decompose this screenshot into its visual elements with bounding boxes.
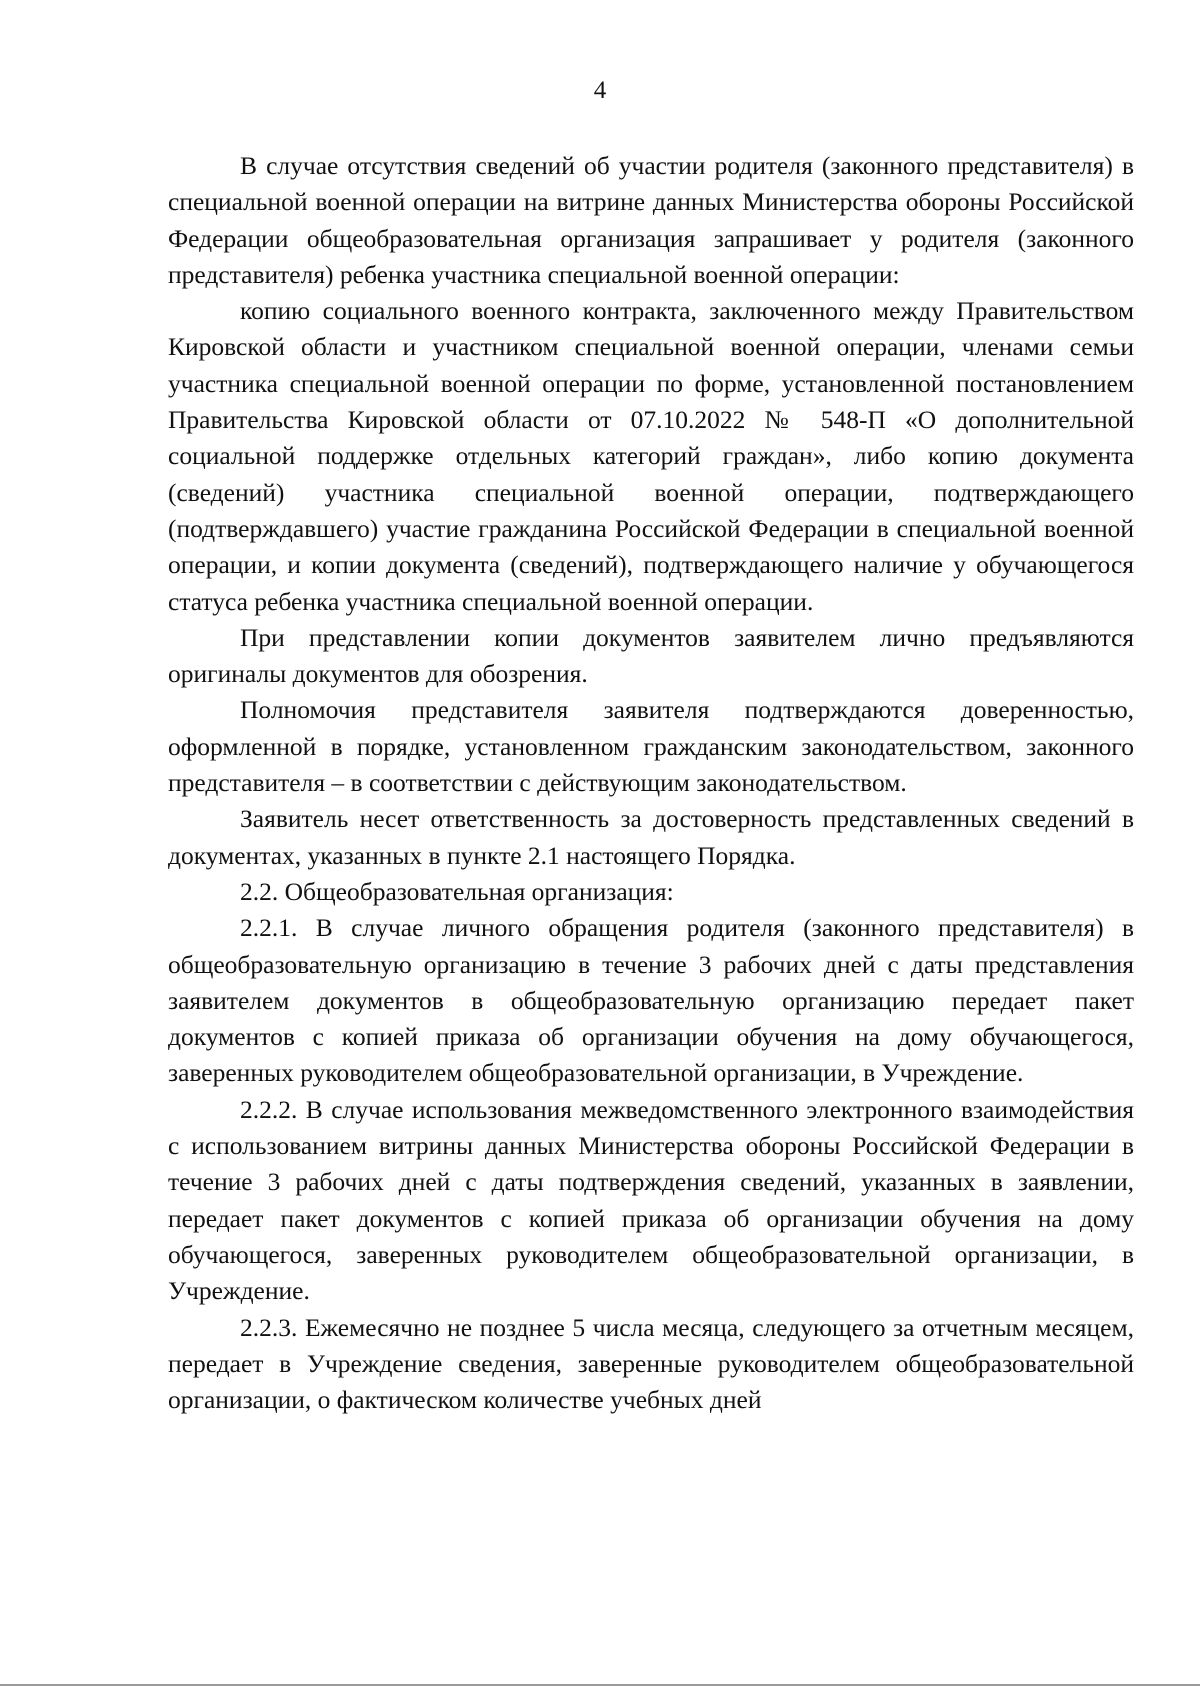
paragraph-representative-authority: Полномочия представителя заявителя подтверждаются доверенностью, оформленной в порядке, установленном гражданским законодательством, законного представителя – в соответствии с действующим законодательством.	[168, 695, 1134, 798]
paragraph-originals: При представлении копии документов заявителем лично предъявляются оригиналы документов для обозрения.	[168, 622, 1134, 689]
paragraph-section-2-2-2: 2.2.2. В случае использования межведомственного электронного взаимодействия с использованием витрины данных Министерства обороны Российской Федерации в течение 3 рабочих дней с даты подтверждения сведений, указанных в заявлении, передает пакет документов с копией приказа об организации обучения на дому обучающегося, заверенных руководителем общеобразовательной организации, в Учреждение.	[168, 1094, 1134, 1306]
paragraph-section-2-2-3: 2.2.3. Ежемесячно не позднее 5 числа месяца, следующего за отчетным месяцем, передает в Учреждение сведения, заверенные руководителем общеобразовательной организации, о фактическом количестве учебных дней	[168, 1312, 1134, 1415]
paragraph-section-2-2-1: 2.2.1. В случае личного обращения родителя (законного представителя) в общеобразовательную организацию в течение 3 рабочих дней с даты представления заявителем документов в общеобразовательную организацию передает пакет документов с копией приказа об организации обучения на дому обучающегося, заверенных руководителем общеобразовательной организации, в Учреждение.	[168, 913, 1134, 1088]
paragraph-applicant-responsibility: Заявитель несет ответственность за достоверность представленных сведений в документах, указанных в пункте 2.1 настоящего Порядка.	[168, 804, 1134, 870]
paragraph-section-2-2: 2.2. Общеобразовательная организация:	[240, 876, 674, 906]
document-body	[168, 148, 1134, 1418]
paragraph-missing-info-request: В случае отсутствия сведений об участии родителя (законного представителя) в специальной военной операции на витрине данных Министерства обороны Российской Федерации общеобразовательная организация запрашивает у родителя (законного представителя) ребенка участника специальной военной операции:	[168, 151, 1134, 289]
paragraph-contract-copy: копию социального военного контракта, заключенного между Правительством Кировской области и участником специальной военной операции, членами семьи участника специальной военной операции по форме, установленной постановлением Правительства Кировской области от 07.10.2022 № 548-П «О дополнительной социальной поддержке отдельных категорий граждан», либо копию документа (сведений) участника специальной военной операции, подтверждающего (подтверждавшего) участие гражданина Российской Федерации в специальной военной операции, и копии документа (сведений), подтверждающего наличие у обучающегося статуса ребенка участника специальной военной операции.	[168, 296, 1134, 616]
scan-edge-line	[0, 1684, 1200, 1686]
page-number: 4	[593, 77, 607, 104]
